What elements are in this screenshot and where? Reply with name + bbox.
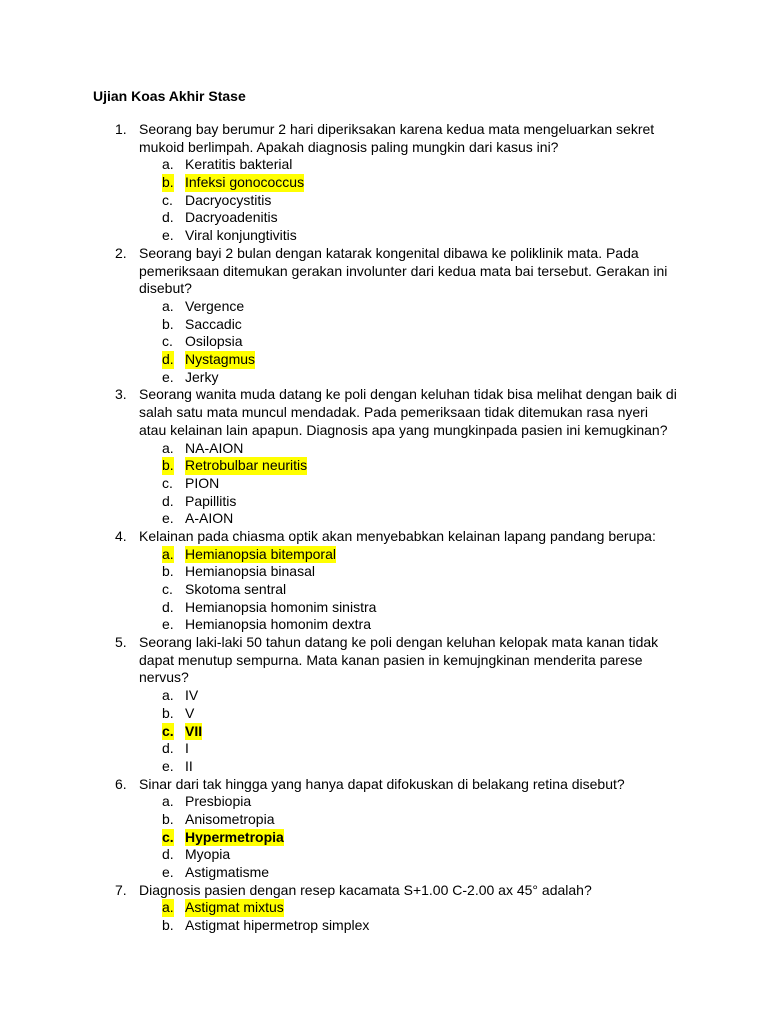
answer-option bbox=[0, 475, 768, 493]
answer-option bbox=[0, 493, 768, 511]
answer-option bbox=[0, 316, 768, 334]
option-text: I bbox=[185, 740, 189, 757]
option-text: Myopia bbox=[185, 846, 231, 863]
question-text: Seorang bayi 2 bulan dengan katarak kongenital dibawa ke poliklinik mata. Pada pemeriksaan ditemukan gerakan involunter dari kedua mata bai tersebut. Gerakan ini disebut? bbox=[139, 244, 668, 297]
option-letter: d. bbox=[162, 846, 174, 863]
option-text: Anisometropia bbox=[185, 811, 275, 828]
question-item bbox=[0, 776, 768, 882]
answer-option bbox=[0, 758, 768, 776]
option-text: IV bbox=[185, 687, 199, 704]
answer-option bbox=[0, 599, 768, 617]
option-text: Osilopsia bbox=[185, 333, 243, 350]
option-text: V bbox=[185, 704, 195, 721]
option-letter: b. bbox=[162, 457, 174, 474]
answer-option-highlighted bbox=[0, 174, 768, 192]
answer-option bbox=[0, 333, 768, 351]
option-letter: e. bbox=[162, 510, 174, 527]
option-letter: b. bbox=[162, 315, 174, 332]
question-item bbox=[0, 528, 768, 634]
question-text: Seorang wanita muda datang ke poli dengan keluhan tidak bisa melihat dengan baik di salah satu mata muncul mendadak. Pada pemeriksaan tidak ditemukan rasa nyeri atau kelainan lain apapun. Diagnosis apa yang mungkinpada pasien ini kemugkinan? bbox=[139, 386, 677, 438]
option-letter: c. bbox=[162, 828, 174, 845]
answer-option bbox=[0, 581, 768, 599]
answer-option bbox=[0, 192, 768, 210]
option-letter: e. bbox=[162, 864, 174, 881]
option-letter: a. bbox=[162, 545, 174, 562]
option-letter: b. bbox=[162, 174, 174, 191]
question-text: Seorang laki-laki 50 tahun datang ke poli dengan keluhan kelopak mata kanan tidak dapat menutup sempurna. Mata kanan pasien in kemujngkinan menderita parese nervus? bbox=[139, 634, 659, 686]
option-text: Dacryocystitis bbox=[185, 191, 272, 208]
answer-option-highlighted bbox=[0, 723, 768, 741]
option-letter: b. bbox=[162, 811, 174, 828]
option-list bbox=[0, 546, 768, 634]
question-number: 1. bbox=[115, 121, 127, 137]
option-letter: b. bbox=[162, 704, 174, 721]
option-letter: e. bbox=[162, 368, 174, 385]
question-number: 5. bbox=[115, 634, 127, 651]
option-text: Keratitis bakterial bbox=[185, 156, 293, 173]
answer-option bbox=[0, 209, 768, 227]
option-letter: c. bbox=[162, 333, 173, 350]
option-letter: a. bbox=[162, 687, 174, 704]
option-text: Hemianopsia homonim dextra bbox=[185, 616, 371, 633]
option-list bbox=[0, 440, 768, 528]
option-letter: b. bbox=[162, 917, 174, 934]
option-text: VII bbox=[185, 722, 203, 739]
answer-option-highlighted bbox=[0, 546, 768, 564]
answer-option bbox=[0, 740, 768, 758]
question-number: 2. bbox=[115, 244, 127, 261]
answer-option bbox=[0, 156, 768, 174]
option-text: Papillitis bbox=[185, 492, 237, 509]
option-letter: a. bbox=[162, 899, 174, 916]
question-number: 6. bbox=[115, 775, 127, 792]
answer-option bbox=[0, 563, 768, 581]
option-text: Retrobulbar neuritis bbox=[185, 457, 308, 474]
option-list bbox=[0, 298, 768, 386]
option-text: PION bbox=[185, 474, 220, 491]
option-text: Presbiopia bbox=[185, 793, 252, 810]
question-item bbox=[0, 882, 768, 935]
question-number: 3. bbox=[115, 386, 127, 403]
answer-option bbox=[0, 616, 768, 634]
option-text: NA-AION bbox=[185, 439, 244, 456]
answer-option bbox=[0, 298, 768, 316]
option-letter: e. bbox=[162, 227, 174, 244]
option-letter: c. bbox=[162, 722, 174, 739]
option-text: Jerky bbox=[185, 368, 219, 385]
option-letter: d. bbox=[162, 351, 174, 368]
option-text: Hemianopsia bitemporal bbox=[185, 545, 336, 562]
option-text: Vergence bbox=[185, 297, 245, 314]
option-list bbox=[0, 156, 768, 244]
answer-option bbox=[0, 369, 768, 387]
answer-option bbox=[0, 793, 768, 811]
answer-option bbox=[0, 227, 768, 245]
option-text: Astigmatisme bbox=[185, 864, 270, 881]
option-text: Dacryoadenitis bbox=[185, 209, 278, 226]
answer-option bbox=[0, 811, 768, 829]
question-number: 4. bbox=[115, 527, 127, 544]
option-letter: c. bbox=[162, 581, 173, 598]
option-letter: b. bbox=[162, 563, 174, 580]
question-list bbox=[0, 121, 768, 935]
option-text: Skotoma sentral bbox=[185, 581, 287, 598]
option-text: A-AION bbox=[185, 510, 234, 527]
option-letter: a. bbox=[162, 793, 174, 810]
question-text: Kelainan pada chiasma optik akan menyebabkan kelainan lapang pandang berupa: bbox=[139, 527, 656, 544]
option-text: Viral konjungtivitis bbox=[185, 227, 297, 244]
option-list bbox=[0, 793, 768, 881]
option-letter: c. bbox=[162, 474, 173, 491]
option-text: Infeksi gonococcus bbox=[185, 174, 305, 191]
option-letter: d. bbox=[162, 492, 174, 509]
option-letter: e. bbox=[162, 616, 174, 633]
answer-option bbox=[0, 864, 768, 882]
answer-option bbox=[0, 917, 768, 935]
option-list bbox=[0, 687, 768, 775]
answer-option bbox=[0, 687, 768, 705]
answer-option-highlighted bbox=[0, 899, 768, 917]
question-item bbox=[0, 634, 768, 776]
option-text: II bbox=[185, 757, 193, 774]
question-item bbox=[0, 121, 768, 245]
option-letter: a. bbox=[162, 297, 174, 314]
question-text: Diagnosis pasien dengan resep kacamata S+1.00 C-2.00 ax 45° adalah? bbox=[139, 881, 592, 898]
document-title: Ujian Koas Akhir Stase bbox=[93, 88, 246, 104]
question-text: Seorang bay berumur 2 hari diperiksakan karena kedua mata mengeluarkan sekret mukoid berlimpah. Apakah diagnosis paling mungkin dari kasus ini? bbox=[139, 121, 655, 155]
option-letter: d. bbox=[162, 740, 174, 757]
option-text: Hypermetropia bbox=[185, 828, 284, 845]
option-text: Astigmat mixtus bbox=[185, 899, 284, 916]
option-text: Hemianopsia binasal bbox=[185, 563, 315, 580]
answer-option bbox=[0, 510, 768, 528]
option-letter: c. bbox=[162, 191, 173, 208]
answer-option bbox=[0, 440, 768, 458]
answer-option-highlighted bbox=[0, 351, 768, 369]
option-letter: d. bbox=[162, 209, 174, 226]
option-text: Astigmat hipermetrop simplex bbox=[185, 917, 370, 934]
option-list bbox=[0, 899, 768, 934]
question-item bbox=[0, 245, 768, 387]
answer-option bbox=[0, 705, 768, 723]
option-text: Nystagmus bbox=[185, 351, 256, 368]
option-letter: e. bbox=[162, 757, 174, 774]
answer-option bbox=[0, 846, 768, 864]
question-text: Sinar dari tak hingga yang hanya dapat difokuskan di belakang retina disebut? bbox=[139, 775, 625, 792]
question-item bbox=[0, 386, 768, 528]
option-letter: d. bbox=[162, 598, 174, 615]
option-text: Saccadic bbox=[185, 315, 242, 332]
question-number: 7. bbox=[115, 881, 127, 898]
option-text: Hemianopsia homonim sinistra bbox=[185, 598, 377, 615]
option-letter: a. bbox=[162, 156, 174, 173]
answer-option-highlighted bbox=[0, 829, 768, 847]
answer-option-highlighted bbox=[0, 457, 768, 475]
option-letter: a. bbox=[162, 439, 174, 456]
